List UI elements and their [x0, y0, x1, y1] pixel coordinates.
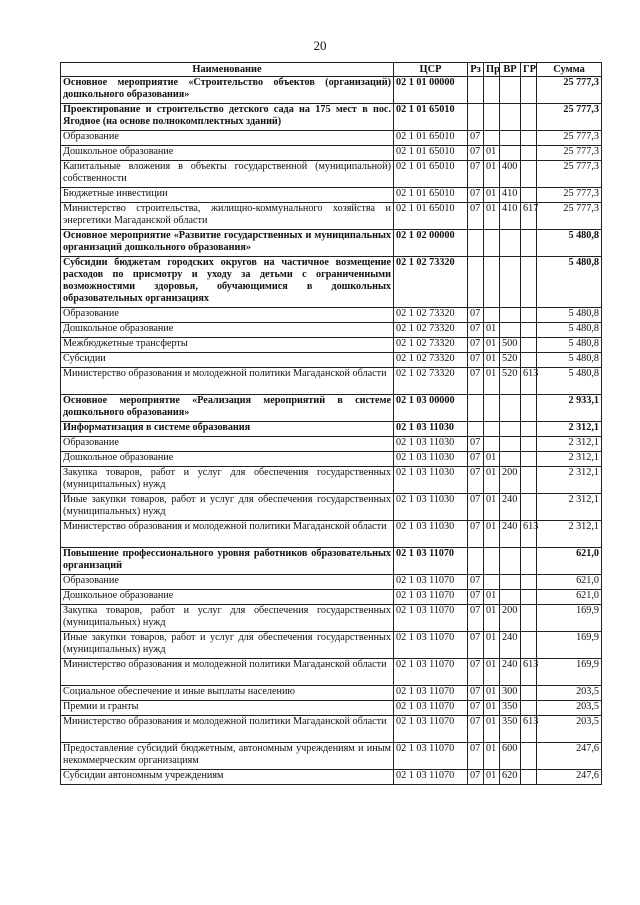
- row-sum: 2 312,1: [537, 467, 602, 494]
- row-sum: 25 777,3: [537, 77, 602, 104]
- row-sum: 2 933,1: [537, 395, 602, 422]
- row-vr: [500, 308, 521, 323]
- row-vr: [500, 395, 521, 422]
- row-rz: 07: [468, 659, 484, 686]
- table-row: [61, 452, 602, 467]
- row-name: Дошкольное образование: [61, 452, 394, 467]
- row-pr: 01: [484, 743, 500, 770]
- table-row: [61, 203, 602, 230]
- row-name: Иные закупки товаров, работ и услуг для обеспечения государственных (муниципальных) нужд: [61, 632, 394, 659]
- row-rz: 07: [468, 575, 484, 590]
- table-row: [61, 323, 602, 338]
- row-csr: 02 1 03 11030: [394, 437, 468, 452]
- row-csr: 02 1 03 11070: [394, 770, 468, 785]
- row-name: Межбюджетные трансферты: [61, 338, 394, 353]
- row-gr: [521, 590, 537, 605]
- row-rz: 07: [468, 686, 484, 701]
- row-sum: 25 777,3: [537, 188, 602, 203]
- row-csr: 02 1 03 11070: [394, 590, 468, 605]
- budget-table: [60, 62, 602, 785]
- row-rz: [468, 257, 484, 308]
- table-row: [61, 659, 602, 686]
- header-pr: Пр: [484, 63, 500, 77]
- row-csr: 02 1 01 65010: [394, 203, 468, 230]
- row-vr: 200: [500, 605, 521, 632]
- row-vr: 240: [500, 494, 521, 521]
- row-pr: 01: [484, 368, 500, 395]
- row-name: Основное мероприятие «Строительство объектов (организаций) дошкольного образования»: [61, 77, 394, 104]
- row-gr: [521, 437, 537, 452]
- row-name: Субсидии: [61, 353, 394, 368]
- row-rz: 07: [468, 146, 484, 161]
- row-vr: [500, 146, 521, 161]
- row-rz: [468, 77, 484, 104]
- table-row: [61, 743, 602, 770]
- header-name: Наименование: [61, 63, 394, 77]
- row-pr: [484, 437, 500, 452]
- row-csr: 02 1 03 11070: [394, 686, 468, 701]
- row-sum: 5 480,8: [537, 368, 602, 395]
- row-name: Образование: [61, 437, 394, 452]
- row-sum: 5 480,8: [537, 308, 602, 323]
- row-csr: 02 1 02 73320: [394, 338, 468, 353]
- row-rz: [468, 395, 484, 422]
- row-sum: 247,6: [537, 743, 602, 770]
- table-row: [61, 632, 602, 659]
- row-name: Министерство образования и молодежной политики Магаданской области: [61, 368, 394, 395]
- row-sum: 5 480,8: [537, 257, 602, 308]
- row-name: Капитальные вложения в объекты государственной (муниципальной) собственности: [61, 161, 394, 188]
- row-pr: 01: [484, 521, 500, 548]
- row-sum: 247,6: [537, 770, 602, 785]
- row-pr: [484, 308, 500, 323]
- row-name: Дошкольное образование: [61, 146, 394, 161]
- row-vr: [500, 548, 521, 575]
- row-csr: 02 1 02 73320: [394, 323, 468, 338]
- row-vr: [500, 131, 521, 146]
- row-pr: 01: [484, 188, 500, 203]
- row-pr: 01: [484, 590, 500, 605]
- row-gr: [521, 422, 537, 437]
- row-name: Образование: [61, 131, 394, 146]
- row-name: Социальное обеспечение и иные выплаты населению: [61, 686, 394, 701]
- row-name: Министерство образования и молодежной политики Магаданской области: [61, 659, 394, 686]
- row-vr: 240: [500, 521, 521, 548]
- row-vr: 300: [500, 686, 521, 701]
- row-vr: [500, 77, 521, 104]
- row-gr: [521, 308, 537, 323]
- table-row: [61, 701, 602, 716]
- table-row: [61, 605, 602, 632]
- row-csr: 02 1 03 11070: [394, 605, 468, 632]
- row-gr: [521, 770, 537, 785]
- table-row: [61, 131, 602, 146]
- row-csr: 02 1 01 65010: [394, 188, 468, 203]
- row-rz: 07: [468, 494, 484, 521]
- row-name: Субсидии автономным учреждениям: [61, 770, 394, 785]
- row-rz: 07: [468, 632, 484, 659]
- row-vr: [500, 590, 521, 605]
- row-csr: 02 1 03 11070: [394, 548, 468, 575]
- row-csr: 02 1 02 73320: [394, 308, 468, 323]
- row-vr: 350: [500, 716, 521, 743]
- row-rz: 07: [468, 605, 484, 632]
- row-name: Субсидии бюджетам городских округов на частичное возмещение расходов по присмотру и уходу за детьми с ограниченными возможностями здоровья, обучающимися в дошкольных образовательных организациях: [61, 257, 394, 308]
- row-csr: 02 1 03 11030: [394, 467, 468, 494]
- row-pr: [484, 422, 500, 437]
- row-pr: 01: [484, 323, 500, 338]
- row-pr: [484, 77, 500, 104]
- row-pr: 01: [484, 494, 500, 521]
- row-csr: 02 1 03 11070: [394, 743, 468, 770]
- row-rz: 07: [468, 770, 484, 785]
- row-name: Проектирование и строительство детского сада на 175 мест в пос. Ягодное (на основе полнокомплектных зданий): [61, 104, 394, 131]
- row-vr: [500, 422, 521, 437]
- page-number: 20: [313, 38, 327, 53]
- table-row: [61, 338, 602, 353]
- row-vr: 200: [500, 467, 521, 494]
- row-gr: [521, 632, 537, 659]
- table-row: [61, 368, 602, 395]
- row-vr: 500: [500, 338, 521, 353]
- row-csr: 02 1 03 11070: [394, 701, 468, 716]
- row-name: Закупка товаров, работ и услуг для обеспечения государственных (муниципальных) нужд: [61, 605, 394, 632]
- row-gr: [521, 131, 537, 146]
- row-name: Дошкольное образование: [61, 590, 394, 605]
- row-vr: 410: [500, 203, 521, 230]
- row-pr: 01: [484, 686, 500, 701]
- row-gr: [521, 467, 537, 494]
- row-gr: [521, 686, 537, 701]
- row-pr: 01: [484, 452, 500, 467]
- table-row: [61, 104, 602, 131]
- row-sum: 2 312,1: [537, 521, 602, 548]
- row-csr: 02 1 03 11030: [394, 494, 468, 521]
- row-rz: 07: [468, 338, 484, 353]
- row-vr: [500, 437, 521, 452]
- row-gr: [521, 338, 537, 353]
- row-csr: 02 1 03 11070: [394, 716, 468, 743]
- row-gr: [521, 395, 537, 422]
- row-vr: 620: [500, 770, 521, 785]
- row-csr: 02 1 02 73320: [394, 368, 468, 395]
- row-vr: [500, 257, 521, 308]
- row-rz: 07: [468, 203, 484, 230]
- table-row: [61, 686, 602, 701]
- row-sum: 5 480,8: [537, 323, 602, 338]
- table-row: [61, 590, 602, 605]
- table-row: [61, 77, 602, 104]
- row-vr: [500, 104, 521, 131]
- row-vr: 520: [500, 368, 521, 395]
- table-row: [61, 716, 602, 743]
- row-rz: 07: [468, 467, 484, 494]
- row-gr: 617: [521, 203, 537, 230]
- row-sum: 5 480,8: [537, 353, 602, 368]
- row-gr: 613: [521, 716, 537, 743]
- table-row: [61, 353, 602, 368]
- row-gr: [521, 323, 537, 338]
- row-rz: 07: [468, 131, 484, 146]
- row-rz: [468, 422, 484, 437]
- row-rz: 07: [468, 452, 484, 467]
- row-vr: 240: [500, 659, 521, 686]
- row-vr: [500, 452, 521, 467]
- row-gr: [521, 743, 537, 770]
- row-gr: [521, 104, 537, 131]
- row-csr: 02 1 02 73320: [394, 353, 468, 368]
- row-rz: 07: [468, 437, 484, 452]
- row-gr: [521, 452, 537, 467]
- row-sum: 203,5: [537, 716, 602, 743]
- row-sum: 25 777,3: [537, 203, 602, 230]
- table-row: [61, 308, 602, 323]
- row-pr: [484, 230, 500, 257]
- row-gr: [521, 146, 537, 161]
- row-csr: 02 1 01 65010: [394, 161, 468, 188]
- row-name: Образование: [61, 575, 394, 590]
- row-gr: [521, 188, 537, 203]
- row-gr: [521, 230, 537, 257]
- row-sum: 25 777,3: [537, 104, 602, 131]
- row-vr: [500, 230, 521, 257]
- row-rz: 07: [468, 701, 484, 716]
- row-gr: [521, 605, 537, 632]
- row-sum: 203,5: [537, 686, 602, 701]
- row-vr: 520: [500, 353, 521, 368]
- row-name: Министерство строительства, жилищно-коммунального хозяйства и энергетики Магаданской области: [61, 203, 394, 230]
- row-sum: 2 312,1: [537, 452, 602, 467]
- header-rz: Рз: [468, 63, 484, 77]
- row-pr: 01: [484, 161, 500, 188]
- row-rz: 07: [468, 716, 484, 743]
- row-name: Повышение профессионального уровня работников образовательных организаций: [61, 548, 394, 575]
- row-sum: 25 777,3: [537, 146, 602, 161]
- row-sum: 25 777,3: [537, 131, 602, 146]
- row-rz: 07: [468, 368, 484, 395]
- table-row: [61, 146, 602, 161]
- row-rz: [468, 104, 484, 131]
- table-row: [61, 230, 602, 257]
- row-name: Министерство образования и молодежной политики Магаданской области: [61, 521, 394, 548]
- row-vr: 410: [500, 188, 521, 203]
- row-gr: [521, 257, 537, 308]
- row-sum: 169,9: [537, 659, 602, 686]
- row-name: Основное мероприятие «Развитие государственных и муниципальных организаций дошкольного образования»: [61, 230, 394, 257]
- row-sum: 621,0: [537, 575, 602, 590]
- row-csr: 02 1 01 65010: [394, 131, 468, 146]
- row-name: Образование: [61, 308, 394, 323]
- row-rz: 07: [468, 323, 484, 338]
- row-rz: 07: [468, 188, 484, 203]
- row-csr: 02 1 01 65010: [394, 104, 468, 131]
- row-rz: 07: [468, 743, 484, 770]
- row-gr: [521, 701, 537, 716]
- row-gr: [521, 353, 537, 368]
- table-row: [61, 575, 602, 590]
- row-name: Дошкольное образование: [61, 323, 394, 338]
- row-name: Закупка товаров, работ и услуг для обеспечения государственных (муниципальных) нужд: [61, 467, 394, 494]
- row-rz: 07: [468, 353, 484, 368]
- row-csr: 02 1 03 11030: [394, 422, 468, 437]
- row-rz: 07: [468, 308, 484, 323]
- row-sum: 2 312,1: [537, 422, 602, 437]
- table-row: [61, 161, 602, 188]
- row-gr: [521, 77, 537, 104]
- row-name: Министерство образования и молодежной политики Магаданской области: [61, 716, 394, 743]
- row-vr: 240: [500, 632, 521, 659]
- table-row: [61, 188, 602, 203]
- row-rz: 07: [468, 521, 484, 548]
- row-gr: [521, 494, 537, 521]
- row-pr: 01: [484, 632, 500, 659]
- row-vr: 350: [500, 701, 521, 716]
- row-csr: 02 1 02 00000: [394, 230, 468, 257]
- row-name: Премии и гранты: [61, 701, 394, 716]
- row-vr: [500, 575, 521, 590]
- header-gr: ГР: [521, 63, 537, 77]
- row-csr: 02 1 01 00000: [394, 77, 468, 104]
- row-gr: 613: [521, 659, 537, 686]
- row-pr: 01: [484, 701, 500, 716]
- row-pr: 01: [484, 146, 500, 161]
- row-name: Информатизация в системе образования: [61, 422, 394, 437]
- row-sum: 621,0: [537, 548, 602, 575]
- row-sum: 25 777,3: [537, 161, 602, 188]
- table-row: [61, 770, 602, 785]
- row-sum: 203,5: [537, 701, 602, 716]
- row-gr: [521, 161, 537, 188]
- row-pr: [484, 548, 500, 575]
- row-pr: 01: [484, 203, 500, 230]
- row-rz: 07: [468, 590, 484, 605]
- row-pr: 01: [484, 338, 500, 353]
- table-row: [61, 521, 602, 548]
- table-row: [61, 467, 602, 494]
- header-vr: ВР: [500, 63, 521, 77]
- row-vr: [500, 323, 521, 338]
- row-sum: 2 312,1: [537, 437, 602, 452]
- row-csr: 02 1 03 11030: [394, 521, 468, 548]
- row-pr: 01: [484, 605, 500, 632]
- row-gr: [521, 575, 537, 590]
- row-pr: [484, 395, 500, 422]
- row-pr: [484, 575, 500, 590]
- row-pr: [484, 131, 500, 146]
- row-csr: 02 1 03 00000: [394, 395, 468, 422]
- row-pr: 01: [484, 770, 500, 785]
- row-gr: 613: [521, 368, 537, 395]
- row-csr: 02 1 02 73320: [394, 257, 468, 308]
- row-sum: 2 312,1: [537, 494, 602, 521]
- row-rz: [468, 230, 484, 257]
- row-sum: 169,9: [537, 632, 602, 659]
- row-gr: [521, 548, 537, 575]
- header-csr: ЦСР: [394, 63, 468, 77]
- row-csr: 02 1 01 65010: [394, 146, 468, 161]
- row-pr: [484, 257, 500, 308]
- row-name: Предоставление субсидий бюджетным, автономным учреждениям и иным некоммерческим организациям: [61, 743, 394, 770]
- row-vr: 400: [500, 161, 521, 188]
- row-sum: 621,0: [537, 590, 602, 605]
- row-name: Иные закупки товаров, работ и услуг для обеспечения государственных (муниципальных) нужд: [61, 494, 394, 521]
- row-sum: 5 480,8: [537, 338, 602, 353]
- row-sum: 5 480,8: [537, 230, 602, 257]
- table-row: [61, 437, 602, 452]
- row-pr: 01: [484, 353, 500, 368]
- row-csr: 02 1 03 11030: [394, 452, 468, 467]
- row-vr: 600: [500, 743, 521, 770]
- row-pr: 01: [484, 716, 500, 743]
- row-csr: 02 1 03 11070: [394, 659, 468, 686]
- row-csr: 02 1 03 11070: [394, 575, 468, 590]
- row-name: Основное мероприятие «Реализация мероприятий в системе дошкольного образования»: [61, 395, 394, 422]
- table-row: [61, 494, 602, 521]
- row-pr: [484, 104, 500, 131]
- table-row: [61, 422, 602, 437]
- row-csr: 02 1 03 11070: [394, 632, 468, 659]
- header-sum: Сумма: [537, 63, 602, 77]
- table-row: [61, 395, 602, 422]
- row-pr: 01: [484, 467, 500, 494]
- table-row: [61, 548, 602, 575]
- row-rz: 07: [468, 161, 484, 188]
- row-rz: [468, 548, 484, 575]
- table-header-row: [61, 63, 602, 77]
- row-pr: 01: [484, 659, 500, 686]
- table-row: [61, 257, 602, 308]
- row-sum: 169,9: [537, 605, 602, 632]
- row-gr: 613: [521, 521, 537, 548]
- row-name: Бюджетные инвестиции: [61, 188, 394, 203]
